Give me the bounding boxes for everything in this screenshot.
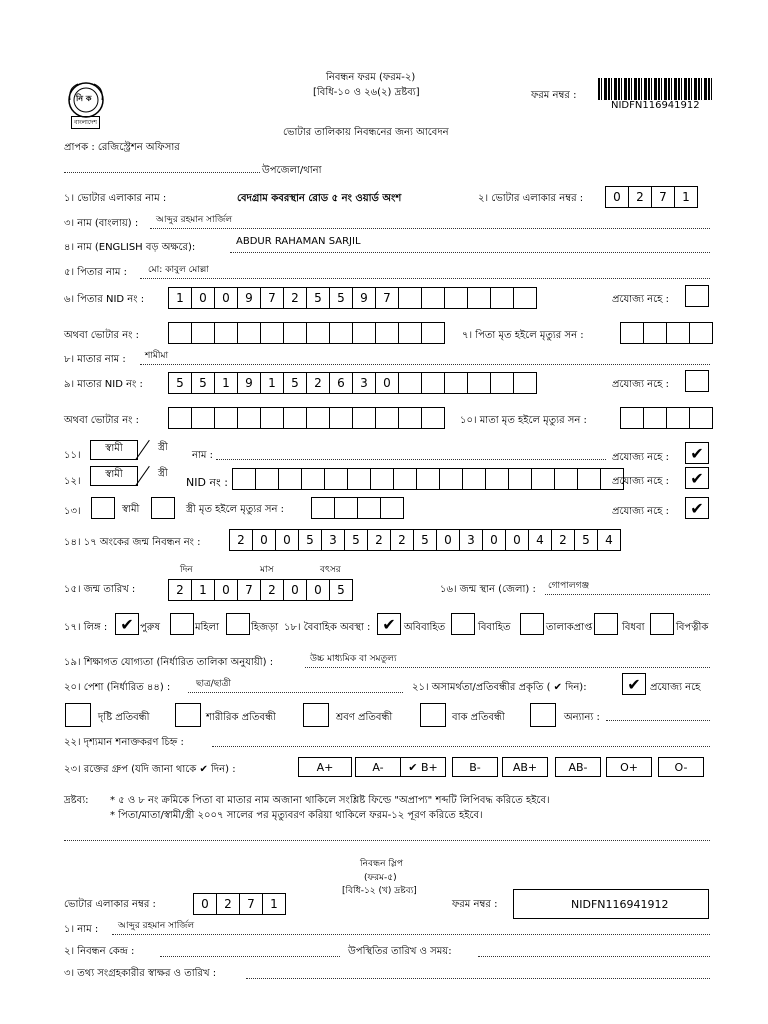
- form-subtitle: [বিধি-১০ ও ২৬(২) দ্রষ্টব্য]: [313, 87, 420, 98]
- note-line-2: * পিতা/মাতা/স্বামী/স্ত্রী ২০০৭ সালের পর মৃত্যুবরণ করিয়া থাকিলে ফরম-১২ পূরণ করিতে হইবে।: [110, 810, 483, 821]
- education-value[interactable]: উচ্চ মাধ্যমিক বা সমতুল্য: [310, 654, 397, 664]
- blood-group-ab-pos[interactable]: AB+: [502, 757, 548, 777]
- digit-cell[interactable]: [531, 468, 555, 490]
- visual-label: দৃষ্টি প্রতিবন্ধী: [98, 712, 150, 723]
- slip-name-value[interactable]: আব্দুর রহমান সার্জিল: [118, 921, 195, 931]
- digit-cell[interactable]: [398, 372, 422, 394]
- digit-cell[interactable]: [398, 287, 422, 309]
- blood-group-label: ২৩। রক্তের গ্রুপ (যদি জানা থাকে ✔ দিন) :: [64, 764, 236, 775]
- digit-cell[interactable]: [334, 497, 358, 519]
- digit-cell[interactable]: [643, 407, 667, 429]
- name-bangla-label: ৩। নাম (বাংলায়) :: [64, 218, 139, 229]
- physical-label: শারীরিক প্রতিবন্ধী: [206, 712, 276, 723]
- digit-cell[interactable]: [214, 322, 238, 344]
- widower-checkbox[interactable]: [650, 613, 674, 635]
- digit-cell[interactable]: 0: [283, 579, 307, 601]
- mother-death-year-cells[interactable]: [620, 407, 713, 429]
- digit-cell[interactable]: 7: [651, 186, 675, 208]
- slip-area-label: ভোটার এলাকার নম্বর :: [64, 899, 156, 910]
- digit-cell[interactable]: 2: [551, 529, 575, 551]
- spouse-name-na-checkbox[interactable]: ✔: [685, 442, 709, 464]
- emblem: [64, 80, 108, 124]
- hearing-label: শ্রবণ প্রতিবন্ধী: [336, 712, 393, 723]
- disability-na-checkbox[interactable]: ✔: [622, 673, 646, 695]
- birth-place-label: ১৬। জন্ম স্থান (জেলা) :: [440, 584, 536, 595]
- notes-label: দ্রষ্টব্য:: [64, 795, 89, 806]
- digit-cell[interactable]: [620, 322, 644, 344]
- spouse-nid-label: NID নং :: [186, 476, 228, 489]
- digit-cell[interactable]: [352, 322, 376, 344]
- spouse-label-11: ১১।: [64, 450, 81, 461]
- digit-cell[interactable]: [462, 468, 486, 490]
- occupation-label: ২০। পেশা (নির্ধারিত ৪৪) :: [64, 682, 171, 693]
- digit-cell[interactable]: 2: [283, 287, 307, 309]
- digit-cell[interactable]: 0: [505, 529, 529, 551]
- mother-na-label: প্রযোজ্য নহে :: [612, 379, 669, 390]
- digit-cell[interactable]: [421, 322, 445, 344]
- unmarried-checkbox[interactable]: ✔: [377, 613, 401, 635]
- name-bangla-value[interactable]: আব্দুর রহমান সার্জিল: [156, 215, 233, 225]
- digit-cell[interactable]: [666, 407, 690, 429]
- blood-group-a-pos[interactable]: A+: [298, 757, 352, 777]
- digit-cell[interactable]: [237, 407, 261, 429]
- digit-cell[interactable]: [439, 468, 463, 490]
- spouse-nid-na-checkbox[interactable]: ✔: [685, 467, 709, 489]
- husband-checkbox-13[interactable]: [91, 497, 115, 519]
- slip-title: নিবন্ধন স্লিপ: [360, 859, 403, 869]
- digit-cell[interactable]: 5: [283, 372, 307, 394]
- digit-cell[interactable]: 9: [237, 372, 261, 394]
- married-label: বিবাহিত: [478, 622, 511, 633]
- recipient: প্রাপক : রেজিস্ট্রেশন অফিসার: [64, 142, 180, 153]
- application-title: ভোটার তালিকায় নিবন্ধনের জন্য আবেদন: [283, 127, 449, 138]
- digit-cell[interactable]: [237, 322, 261, 344]
- digit-cell[interactable]: 0: [605, 186, 629, 208]
- mother-voter-no-label: অথবা ভোটার নং :: [64, 415, 140, 426]
- blood-group-o-pos[interactable]: O+: [606, 757, 652, 777]
- blood-group-ab-neg[interactable]: AB-: [555, 757, 601, 777]
- spouse-nid-cells[interactable]: [232, 468, 624, 490]
- mother-name-label: ৮। মাতার নাম :: [64, 354, 126, 365]
- dob-year-header: বৎসর: [320, 565, 341, 575]
- digit-cell[interactable]: [191, 322, 215, 344]
- digit-cell[interactable]: 5: [413, 529, 437, 551]
- father-nid-cells[interactable]: [168, 287, 537, 309]
- father-death-year-cells[interactable]: [620, 322, 713, 344]
- unmarried-label: অবিবাহিত: [404, 622, 446, 633]
- other-checkbox[interactable]: [530, 703, 556, 727]
- digit-cell[interactable]: 7: [375, 287, 399, 309]
- digit-cell[interactable]: 5: [306, 287, 330, 309]
- occupation-value[interactable]: ছাত্র/ছাত্রী: [196, 679, 231, 689]
- education-label: ১৯। শিক্ষাগত যোগ্যতা (নির্ধারিত তালিকা অনুযায়ী) :: [64, 657, 274, 668]
- digit-cell[interactable]: 3: [459, 529, 483, 551]
- digit-cell[interactable]: [643, 322, 667, 344]
- digit-cell[interactable]: [689, 322, 713, 344]
- digit-cell[interactable]: [485, 468, 509, 490]
- digit-cell[interactable]: 4: [597, 529, 621, 551]
- slip-name-label: ১। নাম :: [64, 924, 99, 935]
- husband-option[interactable]: স্বামী: [90, 466, 138, 486]
- digit-cell[interactable]: 2: [260, 579, 284, 601]
- digit-cell[interactable]: 2: [390, 529, 414, 551]
- digit-cell[interactable]: [260, 322, 284, 344]
- voter-area-name-value[interactable]: বেদগ্রাম কবরস্থান রোড ৫ নং ওয়ার্ড অংশ: [237, 193, 402, 204]
- digit-cell[interactable]: 5: [344, 529, 368, 551]
- digit-cell[interactable]: 5: [574, 529, 598, 551]
- slip-form-no-label: ফরম নম্বর :: [452, 899, 498, 910]
- digit-cell[interactable]: 9: [352, 287, 376, 309]
- identification-mark-label: ২২। দৃশ্যমান শনাক্তকরণ চিহ্ন :: [64, 737, 184, 748]
- digit-cell[interactable]: [283, 407, 307, 429]
- married-checkbox[interactable]: [451, 613, 475, 635]
- other-label: অন্যান্য :: [564, 712, 600, 723]
- mother-nid-label: ৯। মাতার NID নং :: [64, 379, 143, 390]
- digit-cell[interactable]: 3: [321, 529, 345, 551]
- physical-checkbox[interactable]: [175, 703, 201, 727]
- digit-cell[interactable]: 4: [528, 529, 552, 551]
- emblem-caption: বাংলাদেশ: [71, 116, 100, 129]
- widow-checkbox[interactable]: [594, 613, 618, 635]
- digit-cell[interactable]: 2: [168, 579, 192, 601]
- father-voter-no-label: অথবা ভোটার নং :: [64, 330, 140, 341]
- slip-center-label: ২। নিবন্ধন কেন্দ্র :: [64, 946, 135, 957]
- digit-cell[interactable]: 1: [260, 372, 284, 394]
- digit-cell[interactable]: [311, 497, 335, 519]
- digit-cell[interactable]: 2: [628, 186, 652, 208]
- digit-cell[interactable]: [375, 407, 399, 429]
- father-name-label: ৫। পিতার নাম :: [64, 267, 127, 278]
- dob-day-header: দিন: [180, 565, 193, 575]
- barcode-text: NIDFN116941912: [611, 100, 700, 111]
- digit-cell[interactable]: 7: [237, 579, 261, 601]
- digit-cell[interactable]: [283, 322, 307, 344]
- mother-nid-cells[interactable]: [168, 372, 537, 394]
- digit-cell[interactable]: [467, 287, 491, 309]
- digit-cell[interactable]: 0: [191, 287, 215, 309]
- digit-cell[interactable]: [490, 372, 514, 394]
- visual-checkbox[interactable]: [65, 703, 91, 727]
- marital-label: ১৮। বৈবাহিক অবস্থা :: [284, 622, 371, 633]
- blood-group-b-pos[interactable]: ✔ B+: [400, 757, 446, 777]
- mother-death-year-label: ১০। মাতা মৃত হইলে মৃত্যুর সন :: [460, 415, 587, 426]
- digit-cell[interactable]: [278, 468, 302, 490]
- digit-cell[interactable]: [513, 287, 537, 309]
- digit-cell[interactable]: [375, 322, 399, 344]
- name-english-label: ৪। নাম (ENGLISH বড় অক্ষরে):: [64, 242, 196, 253]
- wife-death-na-checkbox[interactable]: ✔: [685, 497, 709, 519]
- voter-area-number-cells[interactable]: [605, 186, 698, 208]
- spouse-toggle-11[interactable]: [90, 440, 186, 460]
- disability-na-label: প্রযোজ্য নহে: [650, 682, 701, 693]
- digit-cell[interactable]: [324, 468, 348, 490]
- digit-cell[interactable]: 1: [168, 287, 192, 309]
- spouse-nid-na-label: প্রযোজ্য নহে :: [612, 476, 669, 487]
- digit-cell[interactable]: [666, 322, 690, 344]
- father-na-label: প্রযোজ্য নহে :: [612, 294, 669, 305]
- digit-cell[interactable]: [306, 322, 330, 344]
- digit-cell[interactable]: 5: [191, 372, 215, 394]
- digit-cell[interactable]: [421, 372, 445, 394]
- digit-cell[interactable]: 0: [482, 529, 506, 551]
- digit-cell[interactable]: 2: [229, 529, 253, 551]
- father-voter-no-cells[interactable]: [168, 322, 445, 344]
- barcode: [598, 78, 714, 100]
- divorced-checkbox[interactable]: [520, 613, 544, 635]
- spouse-name-na-label: প্রযোজ্য নহে :: [612, 452, 669, 463]
- slip-form-no: NIDFN116941912: [571, 898, 669, 911]
- digit-cell[interactable]: 0: [375, 372, 399, 394]
- widower-label: বিপত্নীক: [676, 622, 709, 633]
- digit-cell[interactable]: [329, 322, 353, 344]
- speech-checkbox[interactable]: [420, 703, 446, 727]
- digit-cell[interactable]: 1: [214, 372, 238, 394]
- digit-cell[interactable]: [467, 372, 491, 394]
- female-label: মহিলা: [195, 622, 220, 633]
- digit-cell[interactable]: [421, 287, 445, 309]
- husband-option[interactable]: স্বামী: [90, 440, 138, 460]
- slip-rule: [বিধি-১২ (খ) দ্রষ্টব্য]: [342, 886, 417, 896]
- digit-cell[interactable]: [168, 322, 192, 344]
- father-death-year-label: ৭। পিতা মৃত হইলে মৃত্যুর সন :: [462, 330, 584, 341]
- digit-cell[interactable]: [191, 407, 215, 429]
- spouse-name-label: নাম :: [192, 450, 213, 461]
- digit-cell[interactable]: 9: [237, 287, 261, 309]
- blood-group-b-neg[interactable]: B-: [452, 757, 498, 777]
- blood-group-o-neg[interactable]: O-: [658, 757, 704, 777]
- mother-name-value[interactable]: শামীমা: [145, 351, 169, 361]
- wife-checkbox-13[interactable]: [151, 497, 175, 519]
- dob-month-header: মাস: [260, 565, 274, 575]
- digit-cell[interactable]: 1: [262, 893, 286, 915]
- digit-cell[interactable]: 2: [367, 529, 391, 551]
- blood-group-a-neg[interactable]: A-: [355, 757, 401, 777]
- upazila-label: উপজেলা/থানা: [262, 165, 322, 176]
- hearing-checkbox[interactable]: [303, 703, 329, 727]
- voter-area-number-label: ২। ভোটার এলাকার নম্বর :: [478, 193, 584, 204]
- digit-cell[interactable]: 0: [252, 529, 276, 551]
- digit-cell[interactable]: [416, 468, 440, 490]
- digit-cell[interactable]: 7: [260, 287, 284, 309]
- birth-reg-cells[interactable]: [229, 529, 621, 551]
- male-checkbox[interactable]: ✔: [115, 613, 139, 635]
- digit-cell[interactable]: [301, 468, 325, 490]
- digit-cell[interactable]: [232, 468, 256, 490]
- digit-cell[interactable]: [444, 372, 468, 394]
- slip-area-cells[interactable]: [193, 893, 286, 915]
- digit-cell[interactable]: [214, 407, 238, 429]
- digit-cell[interactable]: 7: [239, 893, 263, 915]
- digit-cell[interactable]: 3: [352, 372, 376, 394]
- female-checkbox[interactable]: [170, 613, 194, 635]
- wife-option[interactable]: স্ত্রী: [158, 468, 168, 479]
- spouse-label-13: ১৩।: [64, 506, 81, 517]
- emblem-letters: নি ক: [76, 94, 92, 103]
- digit-cell[interactable]: [689, 407, 713, 429]
- hijra-label: হিজড়া: [251, 622, 279, 633]
- digit-cell[interactable]: [620, 407, 644, 429]
- digit-cell[interactable]: 0: [306, 579, 330, 601]
- digit-cell[interactable]: [444, 287, 468, 309]
- name-english-value[interactable]: ABDUR RAHAMAN SARJIL: [236, 236, 361, 247]
- digit-cell[interactable]: [490, 287, 514, 309]
- dob-label: ১৫। জন্ম তারিখ :: [64, 584, 136, 595]
- digit-cell[interactable]: 5: [329, 287, 353, 309]
- mother-voter-no-cells[interactable]: [168, 407, 445, 429]
- digit-cell[interactable]: 0: [193, 893, 217, 915]
- digit-cell[interactable]: [554, 468, 578, 490]
- digit-cell[interactable]: [508, 468, 532, 490]
- husband-label-13: স্বামী: [122, 504, 140, 515]
- digit-cell[interactable]: [577, 468, 601, 490]
- digit-cell[interactable]: [421, 407, 445, 429]
- digit-cell[interactable]: 2: [306, 372, 330, 394]
- dob-cells[interactable]: [168, 579, 353, 601]
- digit-cell[interactable]: 0: [214, 287, 238, 309]
- form-no-label: ফরম নম্বর :: [531, 90, 577, 101]
- father-nid-label: ৬। পিতার NID নং :: [64, 294, 145, 305]
- digit-cell[interactable]: 6: [329, 372, 353, 394]
- birth-place-value[interactable]: গোপালগঞ্জ: [548, 581, 590, 591]
- voter-area-name-label: ১। ভোটার এলাকার নাম :: [64, 193, 167, 204]
- digit-cell[interactable]: 5: [329, 579, 353, 601]
- digit-cell[interactable]: 2: [216, 893, 240, 915]
- digit-cell[interactable]: 1: [674, 186, 698, 208]
- disability-label: ২১। অসামর্থতা/প্রতিবন্ধীর প্রকৃতি ( ✔ দিন):: [412, 682, 587, 693]
- wife-option[interactable]: স্ত্রী: [158, 442, 168, 453]
- digit-cell[interactable]: [370, 468, 394, 490]
- digit-cell[interactable]: [168, 407, 192, 429]
- widow-label: বিধবা: [622, 622, 645, 633]
- digit-cell[interactable]: 5: [298, 529, 322, 551]
- slip-form: (ফরম-৫): [364, 873, 397, 883]
- birth-reg-label: ১৪। ১৭ অংকের জন্ম নিবন্ধন নং :: [64, 537, 201, 548]
- digit-cell[interactable]: [352, 407, 376, 429]
- digit-cell[interactable]: [347, 468, 371, 490]
- slip-collector-label: ৩। তথ্য সংগ্রহকারীর স্বাক্ষর ও তারিখ :: [64, 968, 217, 979]
- digit-cell[interactable]: 0: [275, 529, 299, 551]
- gender-label: ১৭। লিঙ্গ :: [64, 622, 108, 633]
- digit-cell[interactable]: 0: [436, 529, 460, 551]
- male-label: পুরুষ: [140, 622, 160, 633]
- digit-cell[interactable]: 5: [168, 372, 192, 394]
- digit-cell[interactable]: [398, 322, 422, 344]
- digit-cell[interactable]: [357, 497, 381, 519]
- digit-cell[interactable]: [329, 407, 353, 429]
- divorced-label: তালাকপ্রাপ্ত: [546, 622, 593, 633]
- digit-cell[interactable]: [380, 497, 404, 519]
- digit-cell[interactable]: [513, 372, 537, 394]
- digit-cell[interactable]: 0: [214, 579, 238, 601]
- form-title: নিবন্ধন ফরম (ফরম-২): [326, 72, 416, 83]
- father-name-value[interactable]: মো: কাবুল মোল্লা: [148, 265, 209, 275]
- spouse-label-12: ১২।: [64, 476, 81, 487]
- digit-cell[interactable]: [306, 407, 330, 429]
- note-line-1: * ৫ ও ৮ নং ক্রমিকে পিতা বা মাতার নাম অজানা থাকিলে সংশ্লিষ্ট ফিল্ডে "অপ্রাপ্য" শব্দটি লিপিবদ্ধ করিতে হইবে।: [110, 795, 550, 806]
- digit-cell[interactable]: [260, 407, 284, 429]
- wife-death-year-label: স্ত্রী মৃত হইলে মৃত্যুর সন :: [186, 504, 285, 515]
- wife-death-year-cells[interactable]: [311, 497, 404, 519]
- slip-presence-label: উপস্থিতির তারিখ ও সময়:: [348, 946, 452, 957]
- father-na-checkbox[interactable]: [685, 285, 709, 307]
- digit-cell[interactable]: [393, 468, 417, 490]
- wife-death-na-label: প্রযোজ্য নহে :: [612, 506, 669, 517]
- hijra-checkbox[interactable]: [226, 613, 250, 635]
- mother-na-checkbox[interactable]: [685, 370, 709, 392]
- digit-cell[interactable]: 1: [191, 579, 215, 601]
- digit-cell[interactable]: [255, 468, 279, 490]
- spouse-toggle-12[interactable]: [90, 466, 186, 486]
- digit-cell[interactable]: [398, 407, 422, 429]
- speech-label: বাক প্রতিবন্ধী: [452, 712, 505, 723]
